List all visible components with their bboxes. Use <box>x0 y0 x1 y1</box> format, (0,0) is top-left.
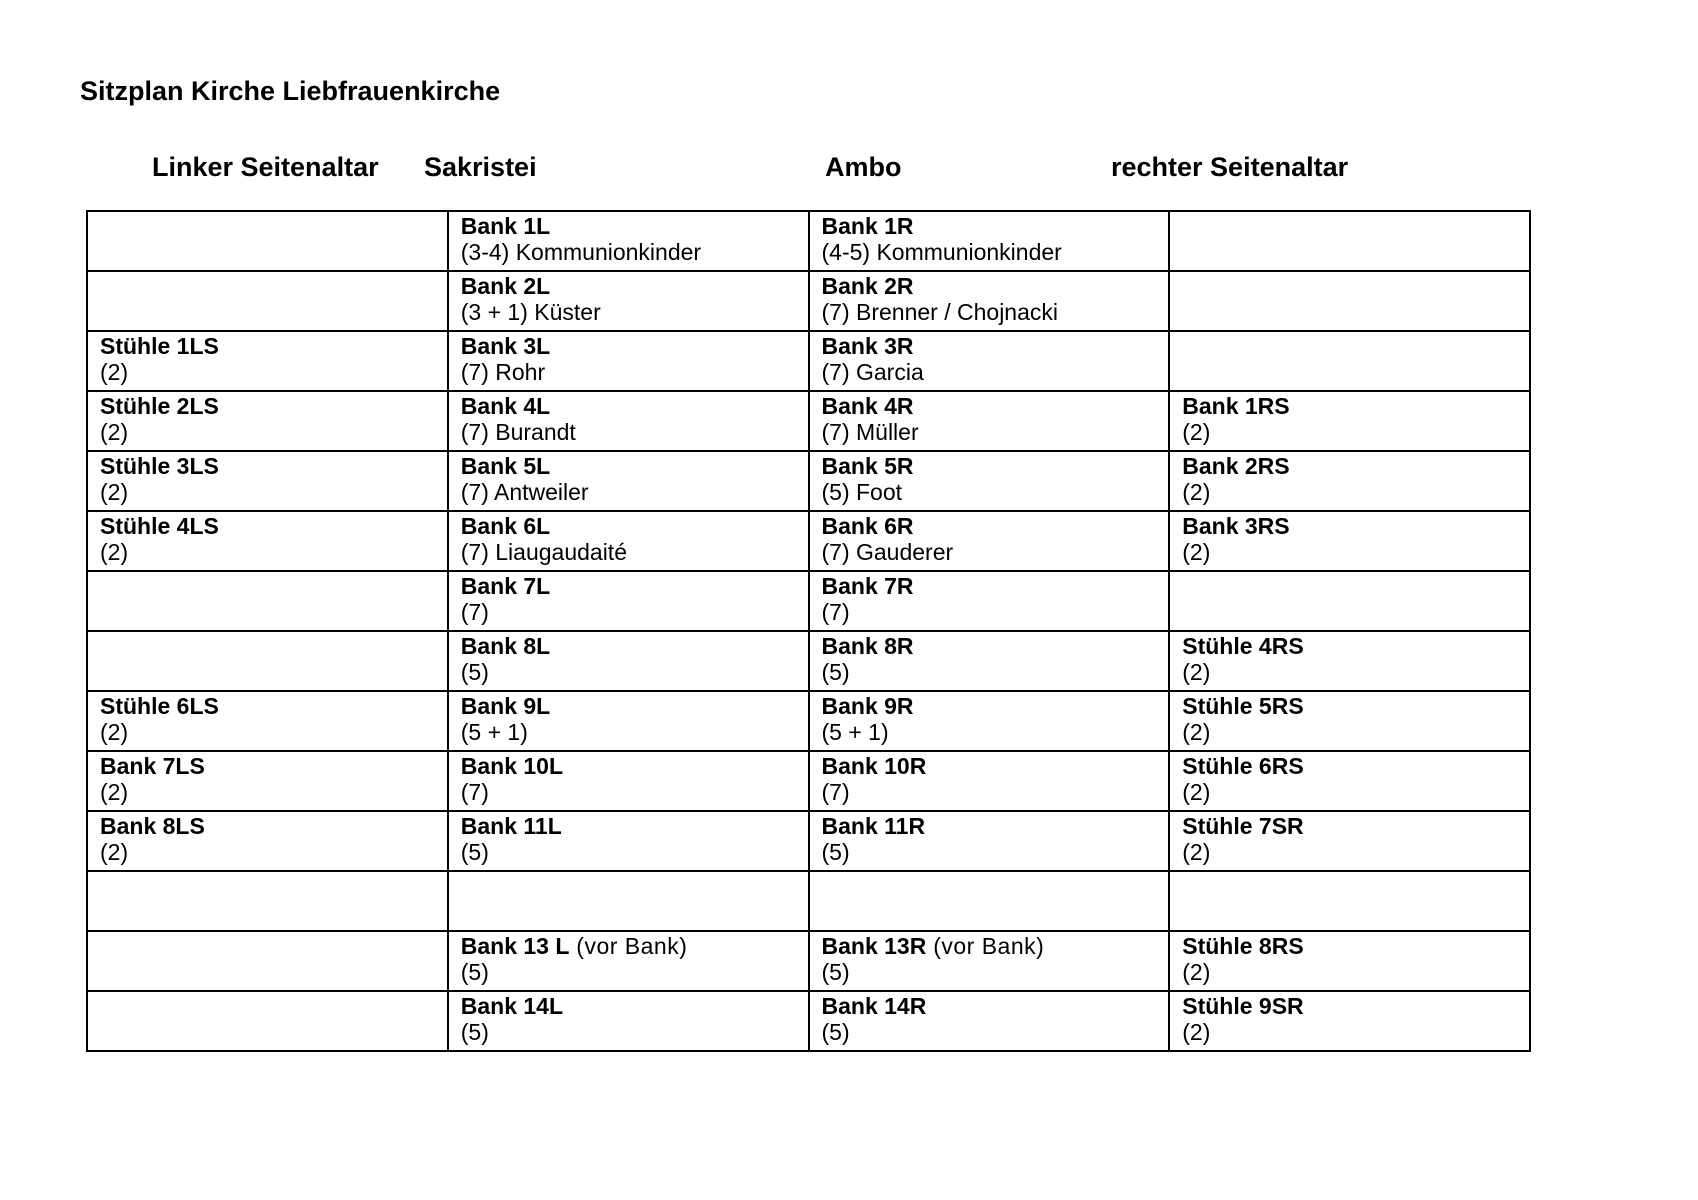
seat-cell <box>809 391 1170 451</box>
seat-name-line <box>100 693 447 719</box>
seat-name: Bank 1R <box>821 213 914 239</box>
seat-detail: (7) Garcia <box>821 359 924 385</box>
seat-cell-content <box>100 512 447 565</box>
seat-cell <box>1169 631 1530 691</box>
seat-cell <box>87 871 448 931</box>
seat-name: Bank 8L <box>460 633 551 659</box>
seat-detail: (2) <box>100 539 129 565</box>
header-right-side-altar: rechter Seitenaltar <box>1111 152 1349 182</box>
seat-detail: (7) Müller <box>821 419 919 445</box>
seat-cell <box>809 631 1170 691</box>
seat-cell-content <box>461 272 808 325</box>
seat-name-line <box>1182 693 1529 719</box>
seat-cell <box>1169 931 1530 991</box>
seat-detail: (5) <box>460 959 489 985</box>
seat-cell-content <box>461 512 808 565</box>
seat-cell-content <box>822 812 1169 865</box>
seat-cell-content <box>822 212 1169 265</box>
seat-name-line <box>461 333 808 359</box>
seat-detail: (2) <box>100 719 129 745</box>
seat-cell <box>809 211 1170 271</box>
seat-name: Bank 10L <box>460 753 564 779</box>
seat-name-line <box>100 513 447 539</box>
seat-name: Bank 11L <box>460 813 562 839</box>
seat-detail: (5) <box>821 1019 850 1045</box>
seat-cell <box>809 691 1170 751</box>
seat-name: Stühle 4RS <box>1182 633 1304 659</box>
seat-name-line <box>822 273 1169 299</box>
seat-cell-content <box>100 332 447 385</box>
seat-detail: (3-4) Kommunionkinder <box>460 239 702 265</box>
seat-cell <box>87 451 448 511</box>
seat-cell-content <box>1182 572 1529 573</box>
seat-name-line <box>1182 993 1529 1019</box>
seat-cell <box>1169 691 1530 751</box>
seat-cell <box>448 391 809 451</box>
seat-detail: (2) <box>1182 779 1211 805</box>
seat-name: Stühle 6LS <box>100 693 219 719</box>
seat-detail: (7) <box>821 779 850 805</box>
seat-cell-content <box>461 812 808 865</box>
seat-name: Bank 2L <box>460 273 551 299</box>
seat-name: Bank 13 L <box>460 933 570 959</box>
seat-name-line <box>461 453 808 479</box>
seat-cell <box>809 271 1170 331</box>
seat-cell-content <box>1182 452 1529 505</box>
table-row <box>87 691 1530 751</box>
seat-detail: (5) <box>460 659 489 685</box>
seat-name: Stühle 1LS <box>100 333 219 359</box>
seat-cell <box>87 931 448 991</box>
seat-name: Bank 7LS <box>100 753 205 779</box>
seat-cell-content <box>1182 992 1529 1045</box>
seat-name-line <box>461 393 808 419</box>
seat-name: Bank 1RS <box>1182 393 1290 419</box>
seat-cell <box>1169 571 1530 631</box>
seat-detail: (5 + 1) <box>460 719 528 745</box>
seat-name-line <box>461 993 808 1019</box>
seat-cell <box>448 871 809 931</box>
seat-name: Bank 3L <box>460 333 551 359</box>
seat-name-line <box>822 633 1169 659</box>
seat-detail: (7) <box>460 779 489 805</box>
seat-detail: (3 + 1) Küster <box>460 299 601 325</box>
seat-detail: (7) Liaugaudaité <box>460 539 627 565</box>
seat-cell-content <box>822 632 1169 685</box>
seat-name: Stühle 8RS <box>1182 933 1304 959</box>
header-sacristy: Sakristei <box>424 152 537 182</box>
seat-cell <box>448 331 809 391</box>
seat-cell <box>809 331 1170 391</box>
header-left-side-altar: Linker Seitenaltar <box>152 152 379 182</box>
seat-detail: (2) <box>100 419 129 445</box>
seat-name-line <box>461 213 808 239</box>
seat-note: (vor Bank) <box>926 933 1045 959</box>
seat-name-line <box>461 513 808 539</box>
seat-detail: (2) <box>100 779 129 805</box>
seat-cell-content <box>1182 272 1529 273</box>
seat-cell-content <box>461 692 808 745</box>
seat-name: Bank 6L <box>460 513 551 539</box>
seat-detail: (5) <box>821 959 850 985</box>
seat-cell-content <box>100 212 447 213</box>
seat-name: Bank 2RS <box>1182 453 1290 479</box>
seat-detail: (7) <box>460 599 489 625</box>
seat-detail: (5) <box>821 659 850 685</box>
seat-name-line <box>1182 393 1529 419</box>
seat-cell-content <box>100 932 447 933</box>
seat-cell-content <box>1182 332 1529 333</box>
seat-cell <box>809 811 1170 871</box>
seat-cell-content <box>100 632 447 633</box>
table-row <box>87 931 1530 991</box>
seat-cell <box>448 571 809 631</box>
seat-name: Stühle 4LS <box>100 513 219 539</box>
seat-name: Bank 10R <box>821 753 927 779</box>
table-row <box>87 211 1530 271</box>
seat-cell <box>448 211 809 271</box>
seat-cell <box>1169 391 1530 451</box>
seat-cell-content <box>461 752 808 805</box>
seat-cell-content <box>1182 632 1529 685</box>
seat-name-line <box>461 633 808 659</box>
seat-cell <box>448 451 809 511</box>
seat-name: Bank 11R <box>821 813 926 839</box>
seat-name-line <box>822 693 1169 719</box>
seat-cell-content <box>461 932 808 985</box>
table-row <box>87 391 1530 451</box>
seat-name: Bank 9R <box>821 693 914 719</box>
seat-name-line <box>461 693 808 719</box>
seat-name: Bank 4L <box>460 393 551 419</box>
seat-detail: (2) <box>1182 539 1211 565</box>
seat-detail: (2) <box>1182 659 1211 685</box>
seat-cell-content <box>1182 692 1529 745</box>
seat-cell <box>809 991 1170 1051</box>
seat-name: Bank 8R <box>821 633 914 659</box>
seat-name-line <box>822 393 1169 419</box>
seat-detail: (7) Burandt <box>460 419 576 445</box>
table-row <box>87 451 1530 511</box>
seat-cell <box>809 931 1170 991</box>
seat-note: (vor Bank) <box>569 933 688 959</box>
seat-name-line <box>461 573 808 599</box>
seat-name-line <box>461 273 808 299</box>
seat-name-line <box>822 453 1169 479</box>
seat-detail: (2) <box>100 839 129 865</box>
seat-cell <box>87 991 448 1051</box>
seat-detail: (5) Foot <box>821 479 903 505</box>
seat-cell <box>448 691 809 751</box>
seat-name: Bank 2R <box>821 273 914 299</box>
seat-cell-content <box>1182 812 1529 865</box>
seat-name: Stühle 3LS <box>100 453 219 479</box>
seat-name: Stühle 5RS <box>1182 693 1304 719</box>
seating-table <box>86 210 1531 1052</box>
seat-detail: (5) <box>460 1019 489 1045</box>
table-row <box>87 511 1530 571</box>
seat-detail: (2) <box>1182 419 1211 445</box>
seat-cell-content <box>100 572 447 573</box>
seat-name: Bank 9L <box>460 693 551 719</box>
seat-cell-content <box>822 332 1169 385</box>
seat-name-line <box>822 753 1169 779</box>
seat-cell-content <box>100 992 447 993</box>
seat-name-line <box>1182 633 1529 659</box>
seat-cell <box>87 331 448 391</box>
seat-name-line <box>822 993 1169 1019</box>
table-row <box>87 631 1530 691</box>
seat-cell-content <box>100 812 447 865</box>
table-row <box>87 871 1530 931</box>
seat-cell-content <box>822 572 1169 625</box>
seat-cell <box>87 271 448 331</box>
seat-name-line <box>461 753 808 779</box>
seat-cell-content <box>1182 752 1529 805</box>
seat-detail: (4-5) Kommunionkinder <box>821 239 1062 265</box>
seat-cell-content <box>822 932 1169 985</box>
seat-name-line <box>100 813 447 839</box>
seat-cell <box>1169 271 1530 331</box>
seat-cell <box>87 391 448 451</box>
seat-cell-content <box>461 212 808 265</box>
seat-name: Bank 7R <box>821 573 914 599</box>
seat-cell <box>448 811 809 871</box>
table-row <box>87 331 1530 391</box>
seat-cell-content <box>822 752 1169 805</box>
seat-detail: (2) <box>1182 1019 1211 1045</box>
seat-cell-content <box>822 392 1169 445</box>
seat-cell-content <box>461 572 808 625</box>
seat-detail: (5) <box>821 839 850 865</box>
seat-name: Stühle 2LS <box>100 393 219 419</box>
seat-name: Bank 4R <box>821 393 914 419</box>
seat-cell <box>448 631 809 691</box>
seat-cell <box>809 751 1170 811</box>
seat-detail: (2) <box>1182 719 1211 745</box>
seat-detail: (2) <box>100 479 129 505</box>
seat-name-line <box>461 933 808 959</box>
seat-name-line <box>822 333 1169 359</box>
seat-name: Bank 3RS <box>1182 513 1290 539</box>
seat-cell-content <box>461 632 808 685</box>
seat-cell <box>809 871 1170 931</box>
seat-cell-content <box>100 752 447 805</box>
seat-cell <box>87 211 448 271</box>
seat-cell-content <box>822 272 1169 325</box>
table-row <box>87 811 1530 871</box>
seat-cell <box>1169 511 1530 571</box>
seat-cell <box>448 751 809 811</box>
seat-name: Bank 7L <box>460 573 551 599</box>
seat-cell-content <box>1182 932 1529 985</box>
seat-cell <box>448 271 809 331</box>
seat-cell <box>448 991 809 1051</box>
seat-name: Stühle 6RS <box>1182 753 1304 779</box>
seat-cell-content <box>822 452 1169 505</box>
seat-name: Stühle 7SR <box>1182 813 1304 839</box>
seat-detail: (2) <box>100 359 129 385</box>
seat-name-line <box>822 573 1169 599</box>
seat-cell <box>448 511 809 571</box>
seat-cell <box>87 751 448 811</box>
seat-name-line <box>1182 933 1529 959</box>
seat-cell-content <box>461 872 808 873</box>
table-row <box>87 271 1530 331</box>
seat-cell-content <box>100 872 447 873</box>
seat-detail: (5 + 1) <box>821 719 889 745</box>
seat-name-line <box>100 393 447 419</box>
seat-cell <box>809 451 1170 511</box>
table-row <box>87 991 1530 1051</box>
seat-cell-content <box>1182 392 1529 445</box>
seat-name: Bank 14R <box>821 993 927 1019</box>
seat-cell <box>809 571 1170 631</box>
seat-name-line <box>461 813 808 839</box>
table-row <box>87 571 1530 631</box>
seat-detail: (2) <box>1182 839 1211 865</box>
seat-cell <box>87 571 448 631</box>
seat-name: Bank 13R <box>821 933 927 959</box>
seat-name-line <box>822 213 1169 239</box>
seat-detail: (5) <box>460 839 489 865</box>
seat-cell-content <box>461 452 808 505</box>
seat-cell-content <box>822 872 1169 873</box>
header-ambo: Ambo <box>825 152 902 182</box>
seat-cell <box>448 931 809 991</box>
seat-cell-content <box>100 272 447 273</box>
seat-cell <box>809 511 1170 571</box>
seat-cell-content <box>461 992 808 1045</box>
seat-name: Bank 3R <box>821 333 914 359</box>
seat-detail: (2) <box>1182 479 1211 505</box>
seat-cell <box>1169 871 1530 931</box>
seat-cell <box>87 511 448 571</box>
seat-cell <box>87 811 448 871</box>
seat-cell-content <box>461 392 808 445</box>
seat-cell-content <box>100 692 447 745</box>
seat-name: Bank 6R <box>821 513 914 539</box>
seat-cell <box>1169 991 1530 1051</box>
seat-cell <box>1169 751 1530 811</box>
table-row <box>87 751 1530 811</box>
seat-cell-content <box>1182 212 1529 213</box>
seat-name-line <box>822 513 1169 539</box>
seat-cell <box>87 691 448 751</box>
seat-cell-content <box>822 992 1169 1045</box>
seat-cell-content <box>100 392 447 445</box>
seat-cell-content <box>822 512 1169 565</box>
seat-cell <box>1169 451 1530 511</box>
seat-detail: (7) Gauderer <box>821 539 954 565</box>
seat-cell-content <box>1182 512 1529 565</box>
seat-detail: (7) Antweiler <box>460 479 589 505</box>
seat-name-line <box>1182 813 1529 839</box>
seat-cell-content <box>1182 872 1529 873</box>
seat-name: Bank 5L <box>460 453 551 479</box>
seat-cell <box>1169 211 1530 271</box>
seat-name-line <box>100 753 447 779</box>
page-title: Sitzplan Kirche Liebfrauenkirche <box>80 76 501 106</box>
seat-cell <box>1169 331 1530 391</box>
seat-name: Stühle 9SR <box>1182 993 1304 1019</box>
seat-name: Bank 5R <box>821 453 914 479</box>
seat-cell-content <box>461 332 808 385</box>
seat-name-line <box>1182 753 1529 779</box>
seat-name-line <box>100 333 447 359</box>
seat-name-line <box>1182 453 1529 479</box>
seat-name: Bank 8LS <box>100 813 205 839</box>
seat-detail: (2) <box>1182 959 1211 985</box>
seat-cell-content <box>100 452 447 505</box>
seat-name-line <box>822 933 1169 959</box>
seat-name: Bank 1L <box>460 213 551 239</box>
seat-cell <box>87 631 448 691</box>
seat-name-line <box>822 813 1169 839</box>
seat-cell-content <box>822 692 1169 745</box>
seat-detail: (7) <box>821 599 850 625</box>
seat-name-line <box>100 453 447 479</box>
seat-detail: (7) Brenner / Chojnacki <box>821 299 1058 325</box>
seat-name-line <box>1182 513 1529 539</box>
seat-cell <box>1169 811 1530 871</box>
seat-detail: (7) Rohr <box>460 359 546 385</box>
seat-name: Bank 14L <box>460 993 564 1019</box>
